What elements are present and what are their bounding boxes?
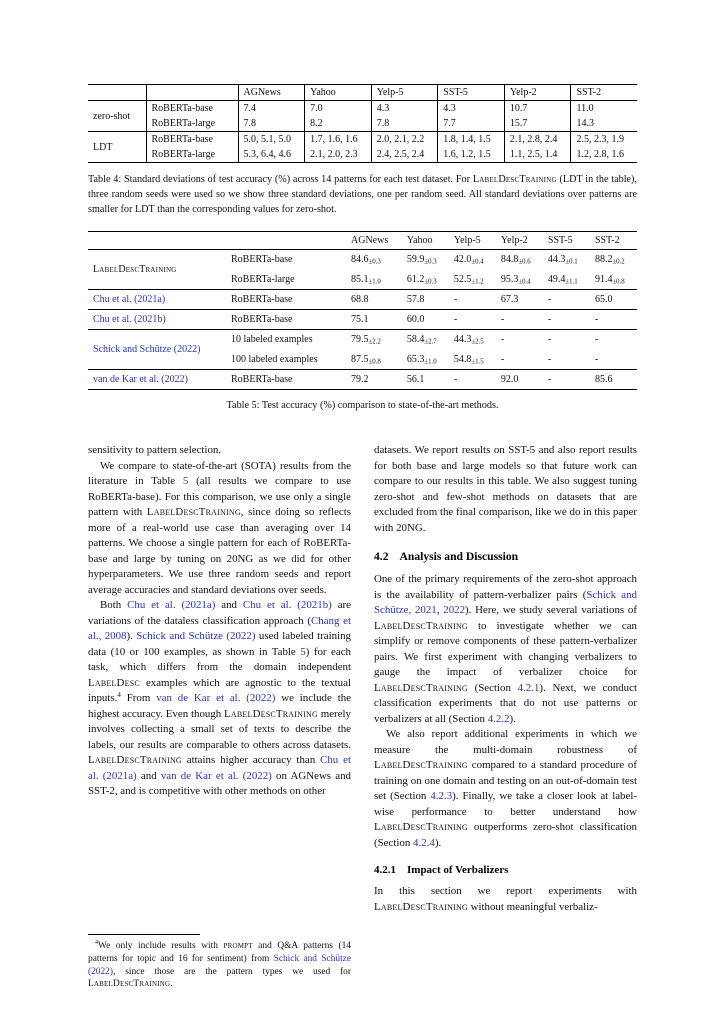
citation-link[interactable]: Chu et al. (2021b) <box>242 599 332 611</box>
value-cell: 56.1 <box>406 374 425 385</box>
value-cell: - <box>500 334 505 346</box>
col-header: Yahoo <box>402 232 449 250</box>
text-segment: LabelDescTraining <box>224 707 318 720</box>
value-cell: 1.6, 1.2, 1.5 <box>438 147 505 163</box>
citation-link[interactable]: 4.2.4 <box>413 836 435 849</box>
value-cell: 2.0, 2.1, 2.2 <box>371 132 438 148</box>
citation-link[interactable]: 4.2.1 <box>517 681 540 694</box>
value-cell: 58.4±2.7 <box>406 334 437 346</box>
col-header: SST-5 <box>438 85 505 101</box>
text-segment: We also report additional experiments in which we measure the multi-domain robustness of <box>374 728 637 756</box>
value-cell: 57.8 <box>402 290 449 310</box>
value-cell: - <box>496 310 543 330</box>
value-cell: 5.3, 6.4, 4.6 <box>238 147 305 163</box>
text-segment: without meaningful verbaliz- <box>467 900 598 913</box>
value-cell: 1.8, 1.4, 1.5 <box>438 132 505 148</box>
table-row <box>88 310 637 330</box>
value-cell: - <box>449 310 496 330</box>
value-cell: 44.3±0.1 <box>547 254 578 266</box>
footnote <box>88 928 351 991</box>
value-cell: 65.0 <box>590 290 637 310</box>
text-segment: LabelDescTraining <box>146 506 241 518</box>
text-segment: ). <box>509 712 516 725</box>
text-segment: (all results we compare to use RoBERTa-base). For this comparison, we use only a single pattern with <box>88 475 351 518</box>
citation-link[interactable]: Chang et al., 2008 <box>88 614 351 642</box>
value-cell: 60.0 <box>402 310 449 330</box>
value-cell: 67.3 <box>496 290 543 310</box>
section-title: Impact of Verbalizers <box>407 864 509 876</box>
value-cell: 65.3±1.0 <box>402 350 449 370</box>
method-label: LabelDescTraining <box>88 250 226 290</box>
text-segment: (LDT in the table), three random seeds were used so we show three standard deviations, one per random seed. All standard deviations over patterns are smaller for LDT than the corresponding values for zero-shot. <box>88 174 637 215</box>
citation-link[interactable]: Schick and Schütze, 2021 <box>374 588 637 616</box>
text-segment: ). Next, we conduct classification experiments that do not use patterns or verbalizers at all (Section <box>374 681 637 725</box>
text-segment: attains higher accuracy than <box>181 754 321 766</box>
citation-link[interactable]: 5 <box>300 645 306 658</box>
text-segment: and Q&A patterns (14 patterns for topic and 16 for sentiment) from <box>88 941 351 964</box>
text-segment: (Section <box>467 681 518 694</box>
text-segment: prompt <box>223 941 253 952</box>
section-number: 4.2.1 <box>374 864 396 876</box>
value-cell: 8.2 <box>305 116 372 132</box>
value-cell: 15.7 <box>504 116 571 132</box>
table4-section <box>88 84 637 217</box>
footnote-text <box>88 940 351 991</box>
table-row <box>88 330 637 350</box>
table-row <box>88 250 637 270</box>
text-segment: used labeled training data (10 or 100 examples, as shown in Table <box>88 630 352 658</box>
value-cell: - <box>594 334 599 346</box>
table-row <box>88 370 637 390</box>
citation-link[interactable]: 4.2.3 <box>430 790 453 802</box>
value-cell: 52.5±1.2 <box>449 270 496 290</box>
citation-link[interactable]: Chu et al. (2021a) <box>88 290 226 310</box>
text-segment: we include the highest accuracy. Even though <box>88 692 352 720</box>
value-cell: - <box>496 350 543 370</box>
empty-header-cell <box>226 232 346 250</box>
text-segment: In this section we report experiments with <box>374 885 637 897</box>
text-segment: , <box>436 604 444 616</box>
value-cell: 59.9±0.3 <box>406 254 437 266</box>
text-segment: Table 5: Test accuracy (%) comparison to state-of-the-art methods. <box>226 400 499 411</box>
section-heading-4-2 <box>374 550 637 563</box>
body-paragraph <box>88 443 351 459</box>
value-cell: 42.0±0.4 <box>453 254 484 266</box>
text-segment: datasets. We report results on SST-5 and also report results for both base and large models so that future work can compare to our results in this table. We also suggest tuning zero-shot and few-shot methods on datasets that are excluded from the final comparison, like we do in this paper with 20NG. <box>374 444 637 534</box>
text-segment: LabelDescTraining <box>374 900 468 913</box>
citation-link[interactable]: 4.2.2 <box>487 712 510 725</box>
body-paragraph <box>374 884 637 915</box>
text-segment: ). Finally, we take a closer look at label-wise performance to better understand how <box>374 790 637 818</box>
col-header: AGNews <box>346 232 402 250</box>
table5-caption <box>88 398 637 413</box>
citation-link[interactable]: 2022 <box>443 604 466 616</box>
value-cell: - <box>543 310 590 330</box>
col-header: Yahoo <box>305 85 372 101</box>
model-label: RoBERTa-base <box>146 132 238 148</box>
text-segment: are variations of the dataless classification approach ( <box>88 599 351 627</box>
value-cell: 7.7 <box>438 116 505 132</box>
row-group-label: LDT <box>93 141 113 153</box>
section-title: Analysis and Discussion <box>399 550 519 563</box>
model-label: RoBERTa-base <box>226 310 346 330</box>
value-cell: - <box>590 350 637 370</box>
citation-link[interactable]: 5 <box>182 475 189 487</box>
citation-link[interactable]: van de Kar et al. (2022) <box>93 374 188 385</box>
body-paragraph <box>88 598 351 800</box>
value-cell: 7.0 <box>305 101 372 117</box>
value-cell: 91.4±0.8 <box>590 270 637 290</box>
value-cell: 2.4, 2.5, 2.4 <box>371 147 438 163</box>
value-cell: 79.2 <box>351 374 369 385</box>
value-cell: 84.8±0.6 <box>500 254 531 266</box>
col-header: Yelp-2 <box>504 85 571 101</box>
value-cell: 1.1, 2.5, 1.4 <box>504 147 571 163</box>
model-label: RoBERTa-large <box>226 270 346 290</box>
text-segment: Both <box>100 599 128 611</box>
empty-header-cell <box>88 232 226 250</box>
model-label: RoBERTa-large <box>146 147 238 163</box>
model-label: RoBERTa-base <box>231 254 293 266</box>
text-segment: and <box>215 599 243 611</box>
empty-header-cell <box>146 85 238 101</box>
text-segment: LabelDescTraining <box>374 619 468 632</box>
text-segment: to investigate whether we can simplify or remove components of these pattern-verbalizer pairs. We first experiment with changing verbalizers to gauge the impact of verbalizer choice for <box>374 619 637 678</box>
value-cell: - <box>590 310 637 330</box>
col-header: AGNews <box>238 85 305 101</box>
text-segment: outperforms zero-shot classification (Section <box>374 821 637 849</box>
table4-caption <box>88 172 637 217</box>
text-segment: LabelDescTraining <box>374 821 468 833</box>
model-label: RoBERTa-base <box>231 374 293 385</box>
table-row <box>88 132 637 148</box>
value-cell: 95.3±0.4 <box>496 270 543 290</box>
text-segment: compared to a standard procedure of training on one domain and testing on an out-of-domain test set (Section <box>374 759 637 802</box>
value-cell: 92.0 <box>500 374 519 385</box>
value-cell: 1.7, 1.6, 1.6 <box>305 132 372 148</box>
value-cell: 75.1 <box>346 310 402 330</box>
table-row <box>88 116 637 132</box>
body-paragraph <box>374 572 637 727</box>
text-segment: From <box>120 692 157 704</box>
text-segment: ) for each task, which differs from the domain independent <box>88 645 351 673</box>
model-label: 100 labeled examples <box>226 350 346 370</box>
body-paragraph <box>374 443 637 536</box>
text-segment: We only include results with <box>98 941 224 952</box>
model-label: RoBERTa-large <box>146 116 238 132</box>
citation-link[interactable]: van de Kar et al. (2022) <box>160 769 272 782</box>
citation-link[interactable]: Chu et al. (2021a) <box>127 599 216 611</box>
empty-header-cell <box>88 85 146 101</box>
text-segment: We compare to state-of-the-art (SOTA) results from the literature in Table <box>88 459 351 487</box>
value-cell: 79.5±2.2 <box>351 334 381 346</box>
value-cell: 2.1, 2.8, 2.4 <box>504 132 571 148</box>
value-cell: 2.1, 2.0, 2.3 <box>305 147 372 163</box>
value-cell: 2.5, 2.3, 1.9 <box>571 132 637 148</box>
value-cell: 4.3 <box>371 101 438 117</box>
footnote-marker: 4 <box>117 691 121 699</box>
body-paragraph <box>88 459 351 599</box>
text-segment: merely involves collecting a small set of texts to describe the labels, our results are comparable to others across datasets. <box>88 707 351 751</box>
text-segment: examples which are agnostic to the textual inputs. <box>88 676 351 704</box>
model-label: 10 labeled examples <box>231 334 313 346</box>
value-cell: - <box>449 290 496 310</box>
value-cell: - <box>547 334 552 346</box>
value-cell: 5.0, 5.1, 5.0 <box>238 132 305 148</box>
citation-link[interactable]: Schick and Schütze (2022) <box>88 330 226 370</box>
table-row <box>88 101 637 117</box>
model-label: RoBERTa-base <box>226 290 346 310</box>
value-cell: 49.4±1.1 <box>543 270 590 290</box>
table-5 <box>88 231 637 390</box>
text-segment: , since doing so reflects more of a real-world use case than averaging over 14 patterns. We choose a single pattern for each of RoBERTa-base and large by tuning on 20NG as we did for other hyperparameters. We use three random seeds and report average accuracies and standard deviations over seeds. <box>88 506 351 596</box>
value-cell: 85.6 <box>594 374 613 385</box>
value-cell: 44.3±2.5 <box>453 334 484 346</box>
value-cell: - <box>543 290 590 310</box>
table5-header-row <box>88 232 637 250</box>
section-heading-4-2-1 <box>374 864 637 876</box>
value-cell: - <box>543 350 590 370</box>
citation-link[interactable]: Schick and Schütze (2022) <box>136 630 256 642</box>
row-group-label: zero-shot <box>88 101 146 132</box>
value-cell: 54.8±1.5 <box>449 350 496 370</box>
table4-header-row <box>88 85 637 101</box>
value-cell: 10.7 <box>504 101 571 117</box>
citation-link[interactable]: Chu et al. (2021a) <box>88 754 351 782</box>
value-cell: 1.2, 2.8, 1.6 <box>571 147 637 163</box>
value-cell: 7.4 <box>238 101 305 117</box>
left-column <box>88 443 351 991</box>
value-cell: 84.6±0.3 <box>351 254 381 266</box>
right-column <box>374 443 637 991</box>
body-columns <box>88 443 637 991</box>
value-cell: 85.1±1.0 <box>346 270 402 290</box>
text-segment: , since those are the pattern types we used for <box>113 966 351 977</box>
col-header: SST-2 <box>590 232 637 250</box>
table-4 <box>88 84 637 163</box>
value-cell: - <box>547 374 552 385</box>
text-segment: sensitivity to pattern selection. <box>88 444 222 456</box>
value-cell: 11.0 <box>571 101 637 117</box>
text-segment: Table 4: Standard deviations of test accuracy (%) across 14 patterns for each test dataset. For <box>88 174 473 185</box>
col-header: Yelp-2 <box>496 232 543 250</box>
value-cell: 7.8 <box>371 116 438 132</box>
table5-section <box>88 231 637 413</box>
text-segment: and <box>136 769 161 782</box>
value-cell: 14.3 <box>571 116 637 132</box>
col-header: Yelp-5 <box>371 85 438 101</box>
col-header: SST-5 <box>543 232 590 250</box>
value-cell: 4.3 <box>438 101 505 117</box>
citation-link[interactable]: Chu et al. (2021b) <box>88 310 226 330</box>
text-segment: ). <box>126 630 137 642</box>
value-cell: - <box>453 374 458 385</box>
value-cell: 7.8 <box>238 116 305 132</box>
text-segment: on AGNews and SST-2, and is competitive with other methods on other <box>88 769 351 797</box>
text-segment: LabelDescTraining <box>472 174 557 185</box>
footnote-marker: 4 <box>95 940 98 947</box>
footnote-rule <box>88 934 200 935</box>
value-cell: 87.5±0.8 <box>346 350 402 370</box>
text-segment: ). Here, we study several variations of <box>465 604 637 616</box>
model-label: RoBERTa-base <box>146 101 238 117</box>
value-cell: 68.8 <box>346 290 402 310</box>
text-segment: One of the primary requirements of the zero-shot approach is the availability of pattern-verbalizer pairs ( <box>374 573 637 601</box>
body-paragraph <box>374 727 637 851</box>
section-number: 4.2 <box>374 550 389 563</box>
table-row <box>88 290 637 310</box>
table-row <box>88 147 637 163</box>
value-cell: 88.2±0.2 <box>594 254 625 266</box>
text-segment: LabelDescTraining <box>374 681 468 694</box>
citation-link[interactable]: van de Kar et al. (2022) <box>156 692 276 704</box>
text-segment: LabelDescTraining <box>88 979 171 990</box>
text-segment: LabelDescTraining <box>88 754 182 766</box>
text-segment: LabelDesc <box>88 676 140 689</box>
col-header: Yelp-5 <box>449 232 496 250</box>
text-segment: . <box>170 979 173 990</box>
citation-link[interactable]: Schick and Schütze (2022) <box>88 953 351 977</box>
text-segment: ). <box>434 836 442 849</box>
value-cell: 61.2±0.3 <box>402 270 449 290</box>
text-segment: LabelDescTraining <box>374 759 468 771</box>
col-header: SST-2 <box>571 85 637 101</box>
